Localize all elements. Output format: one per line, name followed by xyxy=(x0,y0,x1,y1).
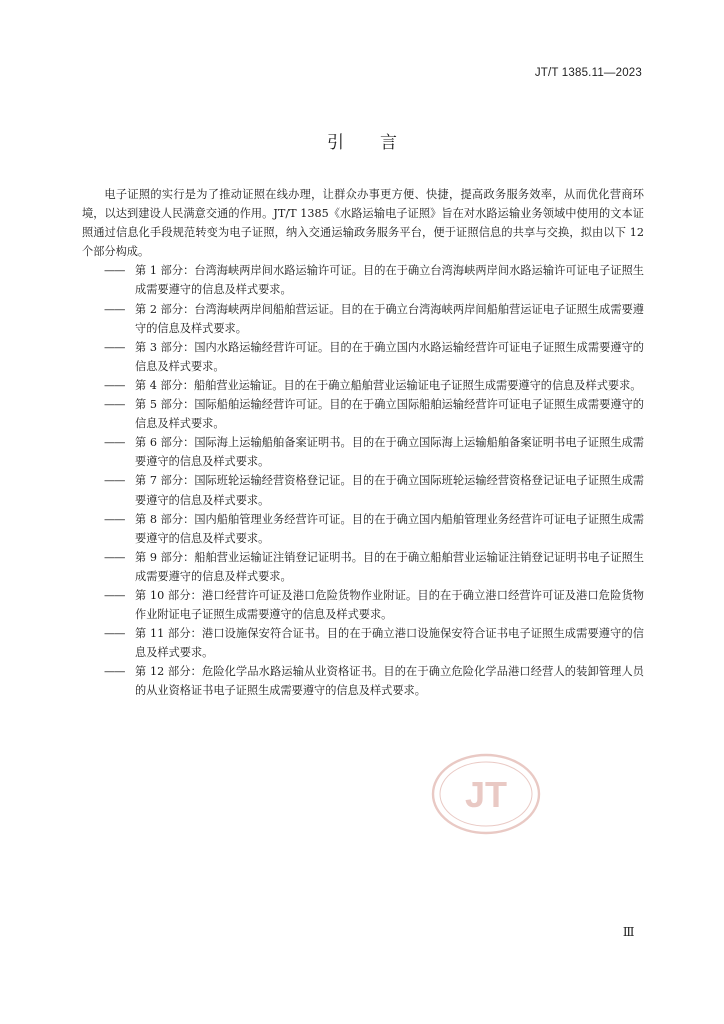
part-text: 第 3 部分：国内水路运输经营许可证。目的在于确立国内水路运输经营许可证电子证照生成需要遵守的信息及样式要求。 xyxy=(135,340,644,373)
list-item xyxy=(82,300,644,338)
dash-marker: —— xyxy=(104,550,125,564)
dash-marker: —— xyxy=(104,378,125,392)
parts-list xyxy=(82,261,644,700)
dash-marker: —— xyxy=(104,264,125,278)
dash-marker: —— xyxy=(104,302,125,316)
dash-marker: —— xyxy=(104,588,125,602)
part-text: 第 4 部分：船舶营业运输证。目的在于确立船舶营业运输证电子证照生成需要遵守的信息及样式要求。 xyxy=(135,378,642,392)
part-text: 第 6 部分：国际海上运输船舶备案证明书。目的在于确立国际海上运输船舶备案证明书电子证照生成需要遵守的信息及样式要求。 xyxy=(135,436,644,469)
list-item xyxy=(82,548,644,586)
part-text: 第 12 部分：危险化学品水路运输从业资格证书。目的在于确立危险化学品港口经营人的装卸管理人员的从业资格证书电子证照生成需要遵守的信息及样式要求。 xyxy=(135,665,644,698)
dash-marker: —— xyxy=(104,665,125,679)
part-text: 第 1 部分：台湾海峡两岸间水路运输许可证。目的在于确立台湾海峡两岸间水路运输许可证电子证照生成需要遵守的信息及样式要求。 xyxy=(135,264,644,297)
list-item xyxy=(82,261,644,299)
dash-marker: —— xyxy=(104,436,125,450)
part-text: 第 11 部分：港口设施保安符合证书。目的在于确立港口设施保安符合证书电子证照生成需要遵守的信息及样式要求。 xyxy=(135,627,644,660)
list-item xyxy=(82,586,644,624)
part-text: 第 5 部分：国际船舶运输经营许可证。目的在于确立国际船舶运输经营许可证电子证照生成需要遵守的信息及样式要求。 xyxy=(135,398,644,431)
dash-marker: —— xyxy=(104,474,125,488)
list-item xyxy=(82,471,644,509)
list-item xyxy=(82,662,644,700)
part-text: 第 10 部分：港口经营许可证及港口危险货物作业附证。目的在于确立港口经营许可证及港口危险货物作业附证电子证照生成需要遵守的信息及样式要求。 xyxy=(135,588,644,622)
list-item xyxy=(82,395,644,433)
dash-marker: —— xyxy=(104,627,125,641)
body-text xyxy=(82,185,644,701)
intro-paragraph: 电子证照的实行是为了推动证照在线办理，让群众办事更方便、快捷，提高政务服务效率，从而优化营商环境，以达到建设人民满意交通的作用。JT/T 1385《水路运输电子证照》旨在对水路运输业务领域中使用的文本证照通过信息化手段规范转变为电子证照，纳入交通运输政务服务平台，便于证照信息的共享与交换，拟由以下 12 个部分构成。 xyxy=(82,188,644,259)
list-item xyxy=(82,510,644,548)
list-item xyxy=(82,624,644,662)
jt-watermark-logo xyxy=(430,752,542,836)
list-item xyxy=(82,338,644,376)
part-text: 第 9 部分：船舶营业运输证注销登记证明书。目的在于确立船舶营业运输证注销登记证明书电子证照生成需要遵守的信息及样式要求。 xyxy=(135,550,644,583)
part-text: 第 8 部分：国内船舶管理业务经营许可证。目的在于确立国内船舶管理业务经营许可证电子证照生成需要遵守的信息及样式要求。 xyxy=(135,512,644,545)
page-title: 引言 xyxy=(327,133,433,153)
dash-marker: —— xyxy=(104,512,125,526)
part-text: 第 2 部分：台湾海峡两岸间船舶营运证。目的在于确立台湾海峡两岸间船舶营运证电子证照生成需要遵守的信息及样式要求。 xyxy=(135,302,644,335)
part-text: 第 7 部分：国际班轮运输经营资格登记证。目的在于确立国际班轮运输经营资格登记证电子证照生成需要遵守的信息及样式要求。 xyxy=(135,474,644,507)
list-item xyxy=(82,376,644,395)
watermark-text: JT xyxy=(464,774,508,815)
dash-marker: —— xyxy=(104,340,125,354)
dash-marker: —— xyxy=(104,398,125,412)
page-number: Ⅲ xyxy=(622,925,634,939)
standard-code: JT/T 1385.11—2023 xyxy=(534,67,642,79)
list-item xyxy=(82,433,644,471)
